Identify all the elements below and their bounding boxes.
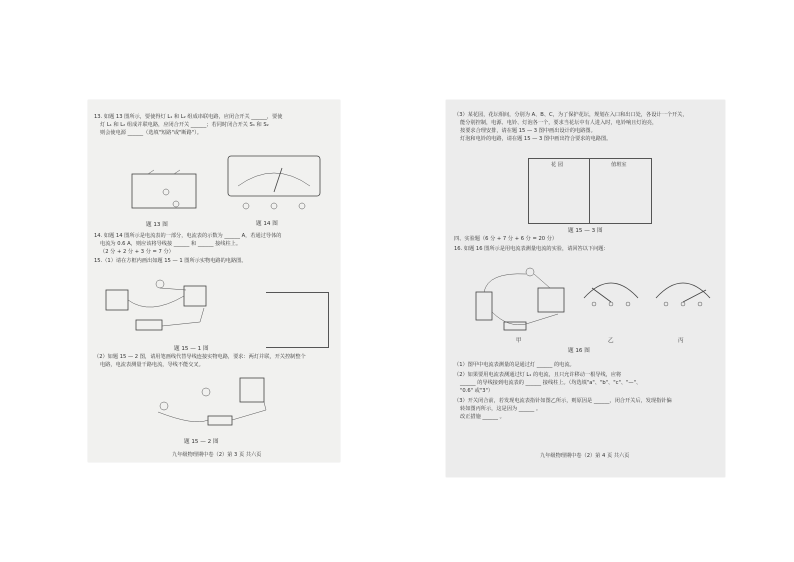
left-page-footer: 九年级物理期中卷（2）第 3 页 共六页 — [172, 452, 262, 458]
q15-2-line2: 电路，电流表测量干路电流，导线不能交叉。 — [100, 362, 204, 368]
q16-answer-line2: （2）如果要用电流表测通过灯 L₁ 的电流，且只允许移动一根导线，应将 — [454, 372, 622, 378]
apparatus-diagram-15-2 — [154, 376, 278, 432]
q16-line1: 16. 如题 16 图所示是用电流表测量电流的实验，请回答以下问题： — [454, 246, 609, 252]
q16-answer-line3: ______ 的导线接到电流表的 ______ 接线柱上。（均选填"a"、"b"、"c"、"—"、 — [460, 380, 642, 386]
apparatus-diagram-16-a — [468, 262, 572, 334]
q15-3-line3: 按要求合理安排，请在题 15 — 3 图中画出设计的电路图。 — [460, 128, 596, 134]
exam-page-left — [88, 100, 340, 462]
q16-answer-line7: 改正措施 ______ 。 — [460, 414, 505, 420]
q15-2-line1: （2）如题 15 — 2 图，请用笔画线代替导线连接实物电路，要求：两灯并联，开关控制整个 — [94, 354, 306, 360]
fig15-1-caption: 题 15 — 1 图 — [174, 346, 209, 352]
q16-answer-line4: "0.6" 或"3"） — [460, 388, 494, 394]
q14-line2: 电流为 0.6 A，则应该将导线接 ______ 和 ______ 接线柱上。 — [100, 241, 242, 247]
answer-box-15-1 — [266, 292, 329, 348]
right-page-footer: 九年级物理期中卷（2）第 4 页 共六页 — [540, 453, 630, 459]
q15-3-line1: （3）某花园，花坛相间，分别为 A、B、C，为了保护花坛，规划在入口和出口处，各设计一个开关， — [454, 112, 688, 118]
exam-page-right — [446, 100, 725, 477]
q15-3-line2: 能分别控制，电源、电铃、灯泡各一个，要求当花坛中有人进入时，电铃响且灯泡亮， — [460, 120, 658, 126]
q15-3-line4: 灯泡和电铃的电路，请在题 15 — 3 图中画出符合要求的电路图。 — [460, 136, 612, 142]
fig14-caption: 题 14 图 — [256, 221, 278, 227]
ammeter-dial-16-c — [652, 268, 714, 308]
garden-duty-room-table — [528, 158, 652, 224]
q13-line1: 13. 如题 13 图所示，要使得灯 L₁ 和 L₂ 组成串联电路，应闭合开关 ______，要使 — [94, 114, 283, 120]
fig16-label-c: 丙 — [678, 338, 684, 344]
q13-line3: 则会使电源 ______（选填"短路"或"断路"）。 — [100, 130, 202, 136]
fig15-3-caption: 题 15 — 3 图 — [568, 228, 603, 234]
duty-room-header: 值班室 — [611, 162, 627, 168]
section-4-heading: 四、实验题（6 分 + 7 分 + 6 分 = 20 分） — [454, 236, 558, 242]
q14-line1: 14. 如题 14 图所示是电流表的一部分，电流表的示数为 ______ A，若通过导体的 — [94, 233, 282, 239]
q14-line3: （2 分 + 2 分 + 3 分 = 7 分） — [100, 249, 174, 255]
fig16-label-b: 乙 — [608, 338, 614, 344]
q16-answer-line1: （1）图甲中电流表测量的是通过灯 ______ 的电流。 — [454, 362, 575, 368]
fig16-label-a: 甲 — [516, 338, 522, 344]
fig13-caption: 题 13 图 — [146, 222, 168, 228]
q15-line1: 15.（1）请在方框内画出如题 15 — 1 图所示实物电路的电路图。 — [94, 258, 247, 264]
ammeter-diagram-14 — [226, 154, 322, 212]
fig16-caption: 题 16 图 — [568, 348, 590, 354]
q16-answer-line5: （3）开关闭合前，若发现电流表指针如图乙所示，则原因是 ______，闭合开关后，发现指针偏 — [454, 398, 672, 404]
ammeter-dial-16-b — [580, 268, 642, 308]
q13-line2: 灯 L₁ 和 L₂ 组成并联电路，应闭合开关 ______；若同时闭合开关 S₁ 和 S₂ — [100, 122, 269, 128]
q16-answer-line6: 转如图丙所示，这是因为 ______ 。 — [460, 406, 542, 412]
apparatus-diagram-15-1 — [100, 276, 224, 340]
garden-header: 花 园 — [551, 162, 564, 168]
fig15-2-caption: 题 15 — 2 图 — [184, 439, 219, 445]
circuit-diagram-13 — [128, 170, 208, 218]
